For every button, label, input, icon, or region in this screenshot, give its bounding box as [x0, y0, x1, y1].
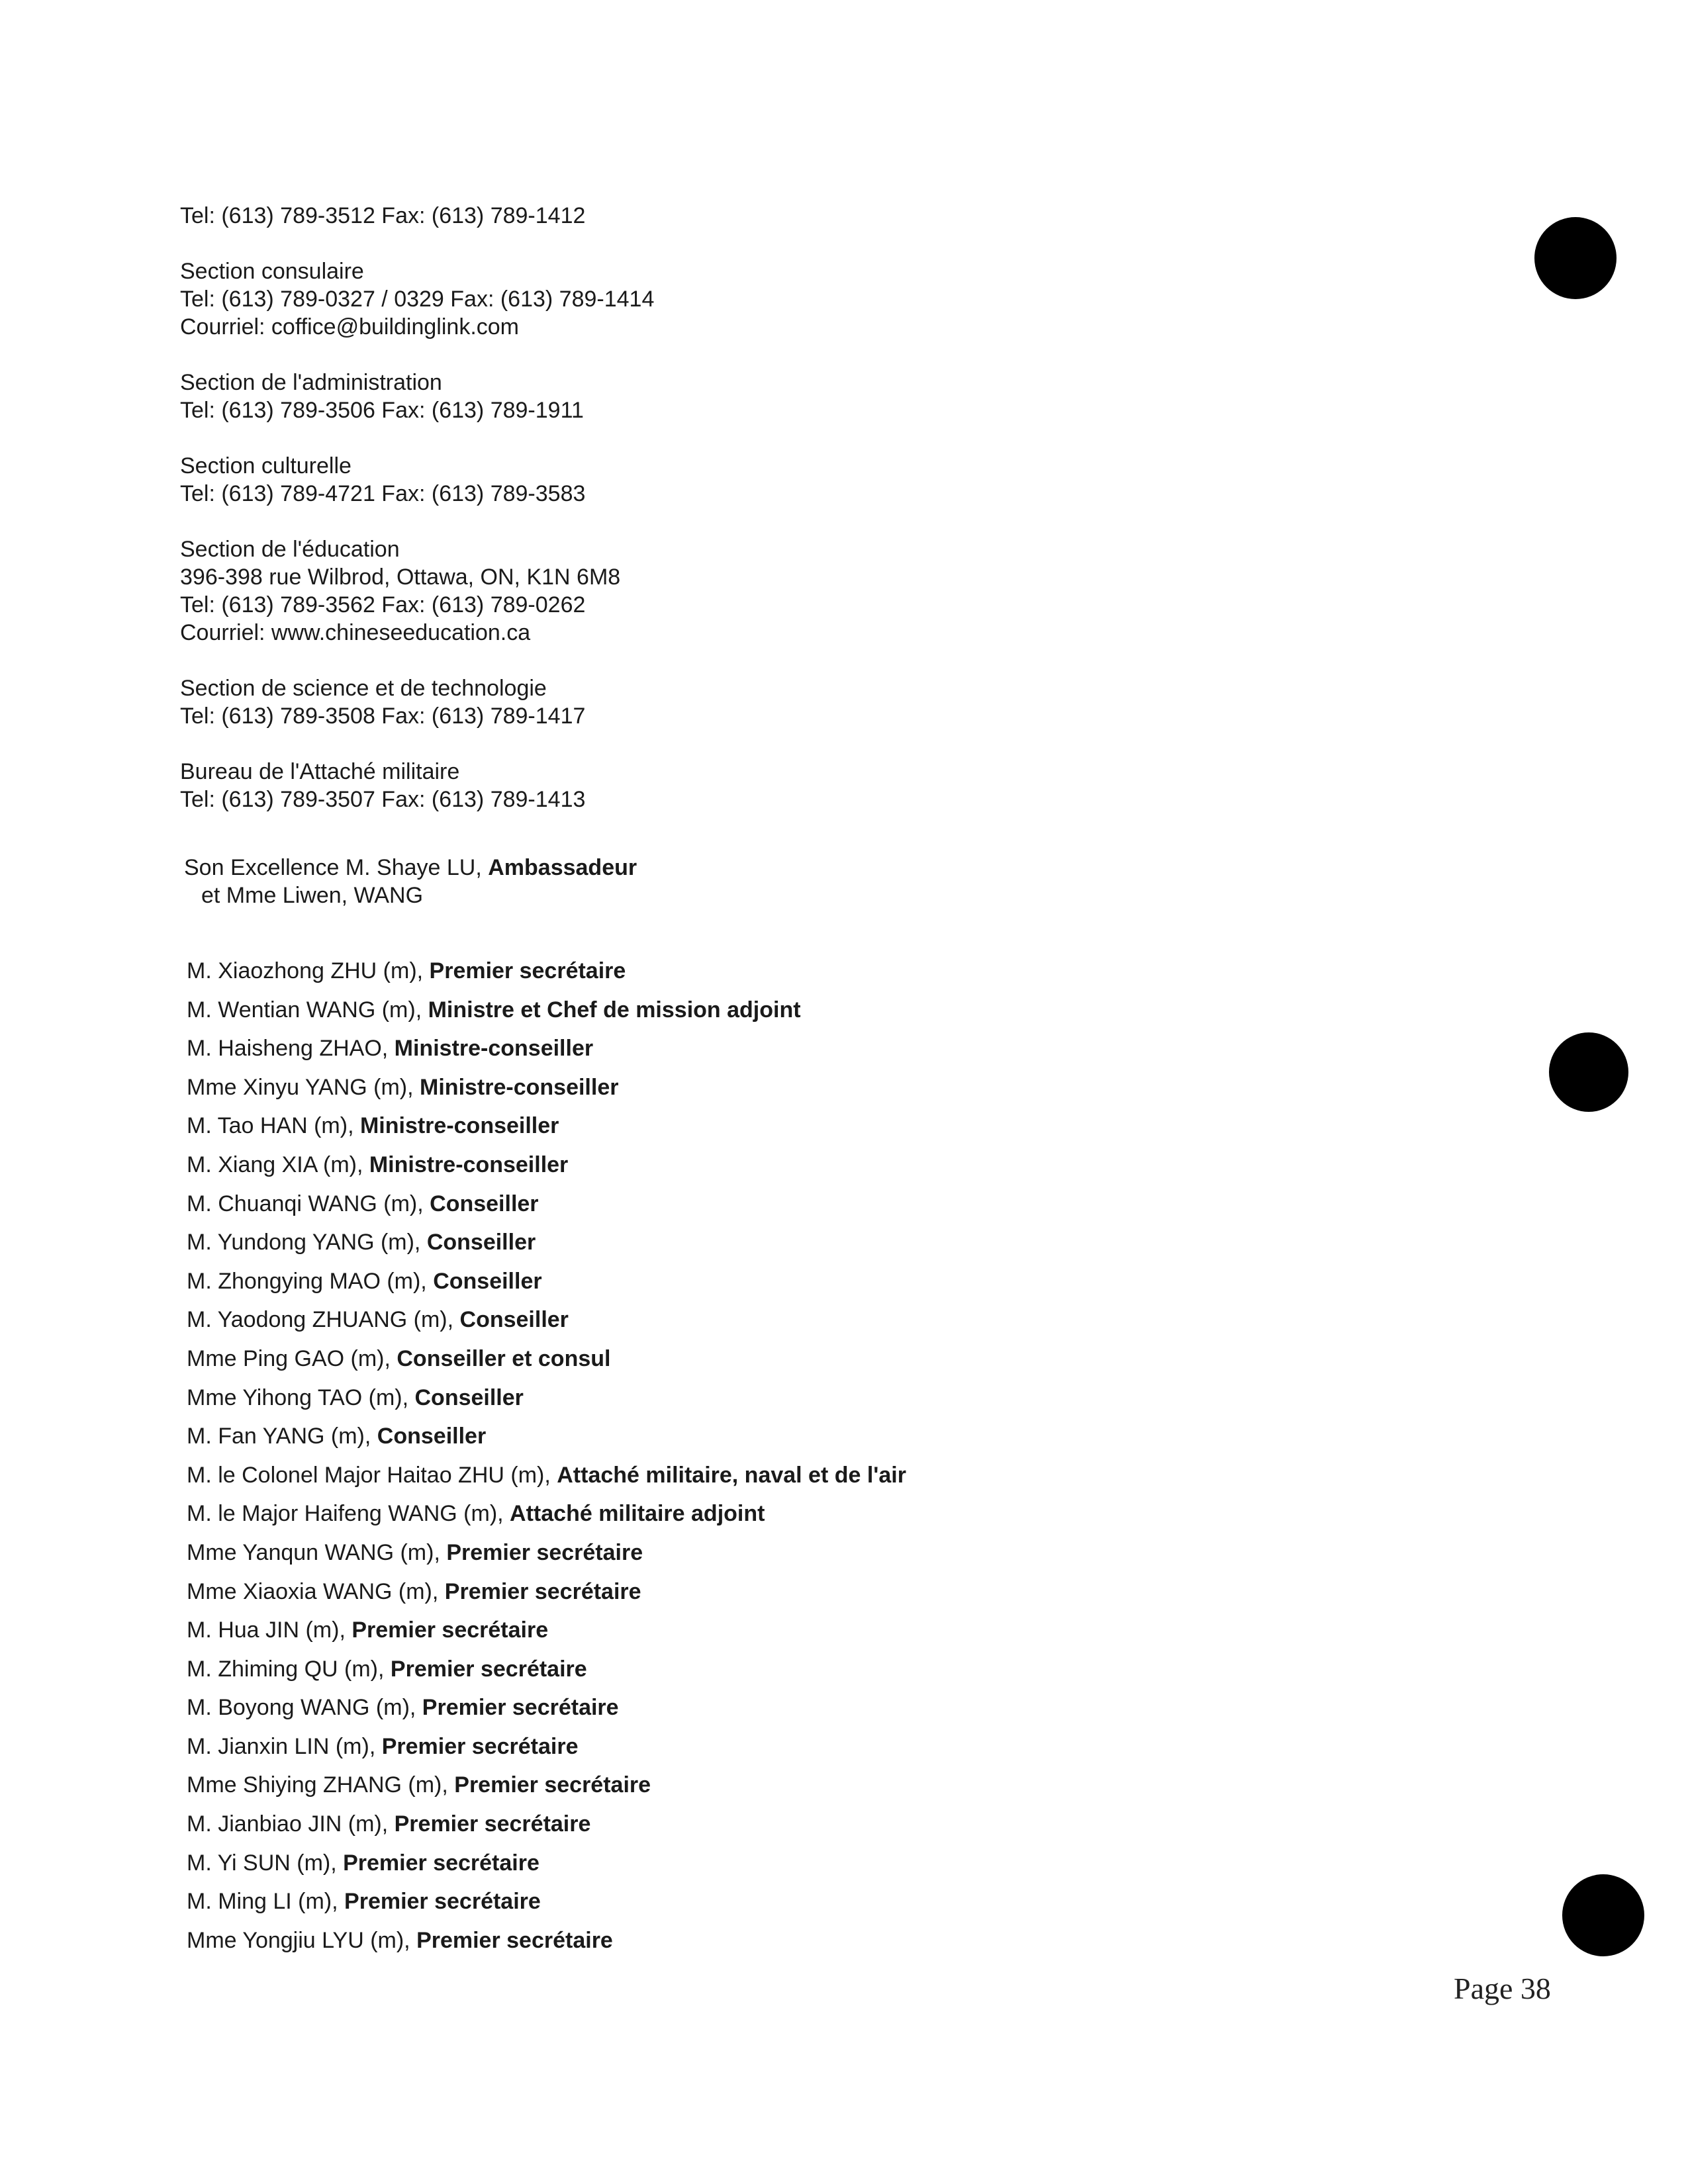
contact-line: Bureau de l'Attaché militaire: [180, 759, 460, 784]
staff-entry: [187, 1185, 1113, 1224]
contact-block: [180, 758, 1041, 813]
ambassador-entry: [184, 854, 637, 909]
staff-title: Conseiller: [414, 1385, 524, 1410]
staff-title: Conseiller et consul: [397, 1345, 611, 1371]
staff-entry: [187, 1300, 1113, 1340]
contact-line: Section de l'éducation: [180, 537, 400, 562]
staff-title: Conseiller: [459, 1307, 569, 1333]
staff-entry: [187, 1533, 1113, 1572]
staff-entry: [187, 1262, 1113, 1301]
staff-title: Conseiller: [377, 1424, 487, 1449]
contact-line: Tel: (613) 789-3562 Fax: (613) 789-0262: [180, 592, 586, 617]
contact-line: Tel: (613) 789-3512 Fax: (613) 789-1412: [180, 203, 586, 228]
staff-name: M. Yi SUN (m),: [187, 1850, 344, 1876]
contact-block: [180, 674, 1041, 730]
staff-title: Premier secrétaire: [454, 1772, 651, 1798]
staff-title: Premier secrétaire: [394, 1811, 591, 1837]
staff-name: M. Boyong WANG (m),: [187, 1695, 422, 1721]
staff-name: Mme Shiying ZHANG (m),: [187, 1772, 455, 1798]
staff-title: Premier secrétaire: [344, 1889, 541, 1915]
staff-entry: [187, 952, 1113, 991]
staff-entry: [187, 1417, 1113, 1456]
staff-title: Premier secrétaire: [381, 1733, 579, 1759]
staff-name: M. le Colonel Major Haitao ZHU (m),: [187, 1462, 557, 1488]
staff-title: Ministre-conseiller: [359, 1113, 559, 1139]
punch-hole-middle: [1549, 1032, 1628, 1112]
ambassador-title: Ambassadeur: [488, 855, 637, 880]
contact-line: Section consulaire: [180, 259, 364, 284]
contact-line: Section culturelle: [180, 453, 352, 478]
staff-title: Ministre-conseiller: [369, 1152, 569, 1177]
staff-title: Conseiller: [426, 1230, 536, 1255]
contact-line: Tel: (613) 789-4721 Fax: (613) 789-3583: [180, 481, 586, 506]
staff-title: Ministre-conseiller: [420, 1074, 619, 1100]
contact-line: Courriel: coffice@buildinglink.com: [180, 314, 519, 340]
staff-entry: [187, 1650, 1113, 1689]
staff-title: Premier secrétaire: [444, 1578, 641, 1604]
staff-name: Mme Yihong TAO (m),: [187, 1385, 415, 1410]
staff-title: Ministre-conseiller: [394, 1036, 594, 1062]
staff-entry: [187, 1766, 1113, 1805]
staff-entry: [187, 1223, 1113, 1262]
staff-entry: [187, 1340, 1113, 1379]
staff-title: Conseiller: [430, 1191, 539, 1216]
staff-title: Attaché militaire adjoint: [510, 1501, 765, 1527]
staff-name: Mme Yanqun WANG (m),: [187, 1539, 447, 1565]
staff-name: M. Jianxin LIN (m),: [187, 1733, 382, 1759]
staff-entry: [187, 1688, 1113, 1727]
contact-line: Tel: (613) 789-3508 Fax: (613) 789-1417: [180, 704, 586, 729]
staff-title: Premier secrétaire: [446, 1539, 643, 1565]
staff-name: M. Haisheng ZHAO,: [187, 1036, 395, 1062]
staff-name: M. Tao HAN (m),: [187, 1113, 360, 1139]
staff-name: M. Jianbiao JIN (m),: [187, 1811, 395, 1837]
staff-entry: [187, 1068, 1113, 1107]
staff-entry: [187, 991, 1113, 1030]
staff-title: Attaché militaire, naval et de l'air: [557, 1462, 906, 1488]
staff-name: M. Fan YANG (m),: [187, 1424, 377, 1449]
ambassador-spouse: et Mme Liwen, WANG: [201, 883, 424, 908]
staff-name: M. Yundong YANG (m),: [187, 1230, 427, 1255]
staff-list: [187, 952, 1113, 1960]
contact-line: Section de l'administration: [180, 370, 442, 395]
staff-name: M. Zhongying MAO (m),: [187, 1268, 434, 1294]
punch-hole-bottom: [1562, 1874, 1644, 1956]
staff-name: M. Hua JIN (m),: [187, 1617, 352, 1643]
staff-title: Premier secrétaire: [429, 958, 626, 983]
contact-line: Section de science et de technologie: [180, 676, 547, 701]
staff-title: Premier secrétaire: [416, 1927, 613, 1953]
staff-entry: [187, 1844, 1113, 1883]
staff-title: Premier secrétaire: [422, 1695, 619, 1721]
staff-entry: [187, 1921, 1113, 1960]
staff-entry: [187, 1611, 1113, 1650]
staff-name: M. Xiang XIA (m),: [187, 1152, 369, 1177]
staff-name: M. le Major Haifeng WANG (m),: [187, 1501, 510, 1527]
contact-block: [180, 202, 1041, 230]
staff-entry: [187, 1882, 1113, 1921]
staff-entry: [187, 1379, 1113, 1418]
punch-hole-top: [1534, 217, 1617, 299]
contact-line: Courriel: www.chineseeducation.ca: [180, 620, 531, 645]
page-number: Page 38: [1454, 1972, 1551, 2005]
contact-line: Tel: (613) 789-3506 Fax: (613) 789-1911: [180, 398, 584, 423]
contact-block: [180, 257, 1041, 341]
staff-entry: [187, 1572, 1113, 1612]
staff-entry: [187, 1029, 1113, 1068]
staff-entry: [187, 1805, 1113, 1844]
staff-title: Conseiller: [433, 1268, 542, 1294]
ambassador-name: Son Excellence M. Shaye LU,: [184, 855, 489, 880]
staff-title: Premier secrétaire: [390, 1656, 587, 1682]
staff-name: Mme Xiaoxia WANG (m),: [187, 1578, 445, 1604]
staff-entry: [187, 1456, 1113, 1495]
contact-line: Tel: (613) 789-0327 / 0329 Fax: (613) 789-1414: [180, 287, 655, 312]
staff-entry: [187, 1727, 1113, 1766]
staff-entry: [187, 1494, 1113, 1533]
staff-name: M. Chuanqi WANG (m),: [187, 1191, 430, 1216]
contact-block: [180, 369, 1041, 424]
staff-name: M. Zhiming QU (m),: [187, 1656, 391, 1682]
staff-entry: [187, 1146, 1113, 1185]
staff-name: Mme Xinyu YANG (m),: [187, 1074, 420, 1100]
contact-sections: [180, 202, 1041, 841]
staff-entry: [187, 1107, 1113, 1146]
staff-name: M. Wentian WANG (m),: [187, 997, 428, 1023]
contact-block: [180, 452, 1041, 508]
contact-line: 396-398 rue Wilbrod, Ottawa, ON, K1N 6M8: [180, 565, 621, 590]
staff-title: Premier secrétaire: [343, 1850, 539, 1876]
staff-title: Ministre et Chef de mission adjoint: [428, 997, 801, 1023]
staff-title: Premier secrétaire: [352, 1617, 549, 1643]
staff-name: Mme Yongjiu LYU (m),: [187, 1927, 417, 1953]
staff-name: M. Ming LI (m),: [187, 1889, 345, 1915]
contact-line: Tel: (613) 789-3507 Fax: (613) 789-1413: [180, 787, 586, 812]
staff-name: M. Xiaozhong ZHU (m),: [187, 958, 430, 983]
staff-name: Mme Ping GAO (m),: [187, 1345, 397, 1371]
staff-name: M. Yaodong ZHUANG (m),: [187, 1307, 460, 1333]
contact-block: [180, 535, 1041, 647]
